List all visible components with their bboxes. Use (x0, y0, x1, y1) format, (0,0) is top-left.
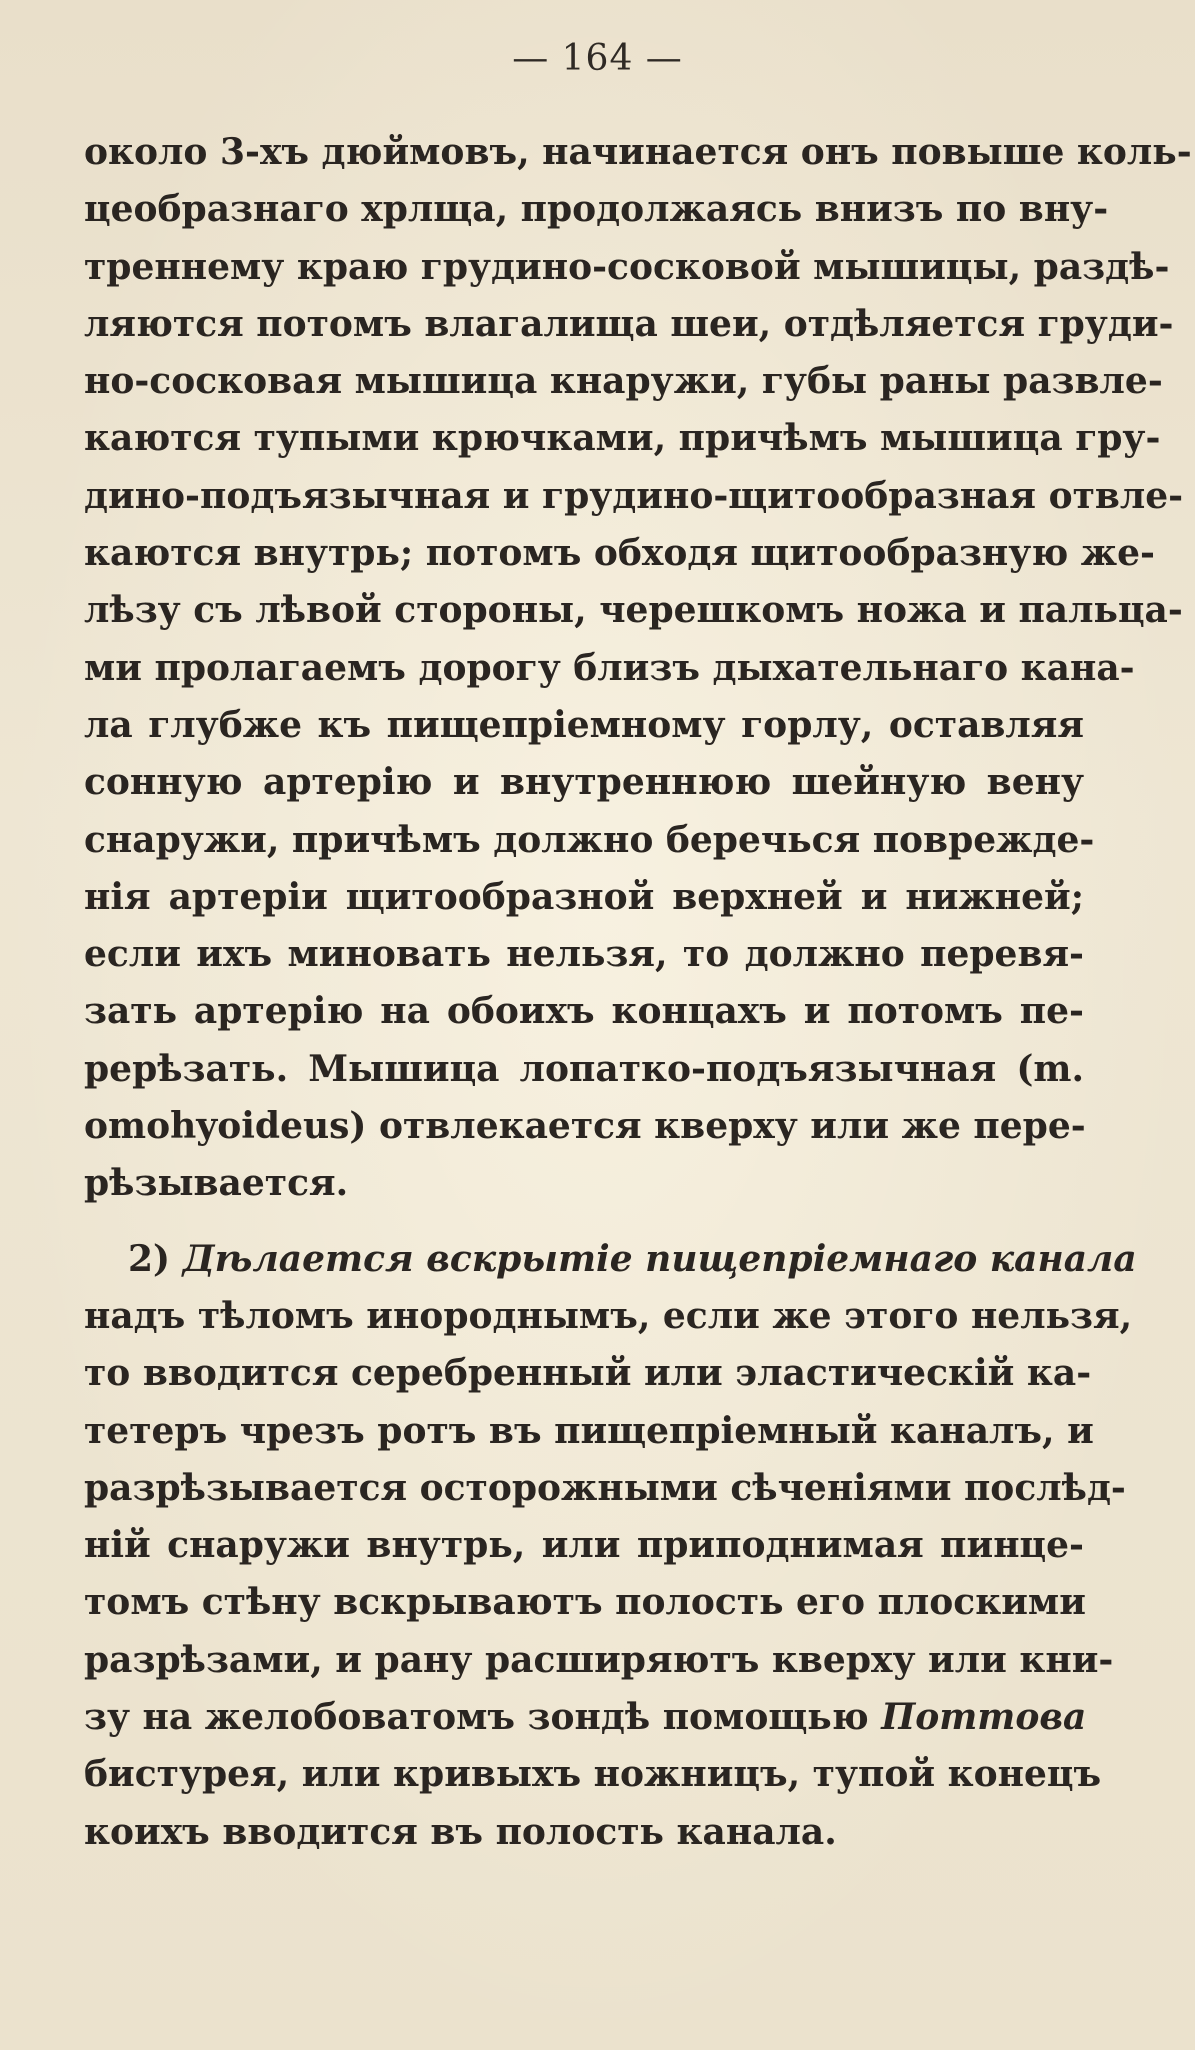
text-line: разрѣзами, и рану расширяютъ кверху или кни- (84, 1638, 1114, 1681)
paragraph-2 (84, 1231, 1137, 1861)
text-line: снаружи, причѣмъ должно беречься поврежде- (84, 818, 1095, 861)
text-line: если ихъ миновать нельзя, то должно перевя- (84, 933, 1084, 976)
text-line: лѣзу съ лѣвой стороны, черешкомъ ножа и пальца- (84, 589, 1183, 632)
text-line: треннему краю грудино-сосковой мышицы, раздѣ- (84, 245, 1170, 288)
italic-lead: Дѣлается вскрытіе пищепріемнаго канала (182, 1237, 1137, 1280)
text-line: ми пролагаемъ дорогу близъ дыхательнаго кана- (84, 646, 1135, 689)
text-line: но-сосковая мышица кнаружи, губы раны развле- (84, 360, 1163, 403)
text-line: каются внутрь; потомъ обходя щитообразную же- (84, 532, 1155, 575)
text-line: то вводится серебренный или эластическій ка- (84, 1352, 1092, 1395)
page-number: — 164 — (512, 38, 683, 79)
text-line: цеобразнаго хрлща, продолжаясь внизъ по вну- (84, 188, 1109, 231)
text-line: около 3-хъ дюймовъ, начинается онъ повыше коль- (84, 131, 1192, 173)
text-line: дино-подъязычная и грудино-щитообразная отвле- (84, 474, 1184, 517)
text-line-lead (84, 1231, 1137, 1288)
text-line: каются тупыми крючками, причѣмъ мышица гру- (84, 417, 1161, 460)
text-line: omohyoideus) отвлекается кверху или же пере- (84, 1105, 1086, 1148)
paragraph-1 (84, 124, 1192, 1213)
text-line-with-name (84, 1689, 1087, 1746)
text-line: бистурея, или кривыхъ ножницъ, тупой конецъ (84, 1753, 1102, 1796)
text-fragment: зу на желобоватомъ зондѣ помощью (84, 1696, 869, 1739)
text-line: сонную артерію и внутреннюю шейную вену (84, 761, 1084, 804)
text-line: коихъ вводится въ полость канала. (84, 1810, 837, 1853)
body-text (84, 124, 1192, 1861)
text-line: тетеръ чрезъ ротъ въ пищепріемный каналъ, и (84, 1409, 1094, 1452)
text-line: рѣзывается. (84, 1162, 349, 1205)
text-line: разрѣзывается осторожными сѣченіями послѣд- (84, 1466, 1126, 1509)
text-line: рерѣзать. Мышица лопатко-подъязычная (m. (84, 1047, 1084, 1090)
italic-name: Поттова (881, 1696, 1087, 1739)
text-line: ній снаружи внутрь, или приподнимая пинце- (84, 1524, 1084, 1567)
text-line: томъ стѣну вскрываютъ полость его плоскими (84, 1581, 1086, 1624)
text-line: нія артеріи щитообразной верхней и нижней; (84, 875, 1084, 918)
text-line: зать артерію на обоихъ концахъ и потомъ пе- (84, 990, 1084, 1033)
text-line: надъ тѣломъ инороднымъ, если же этого нельзя, (84, 1294, 1133, 1337)
paragraph-spacing (84, 1213, 1084, 1231)
item-marker: 2) (128, 1237, 171, 1280)
text-line: ла глубже къ пищепріемному горлу, оставляя (84, 703, 1084, 746)
text-line: ляются потомъ влагалища шеи, отдѣляется груди- (84, 302, 1174, 345)
